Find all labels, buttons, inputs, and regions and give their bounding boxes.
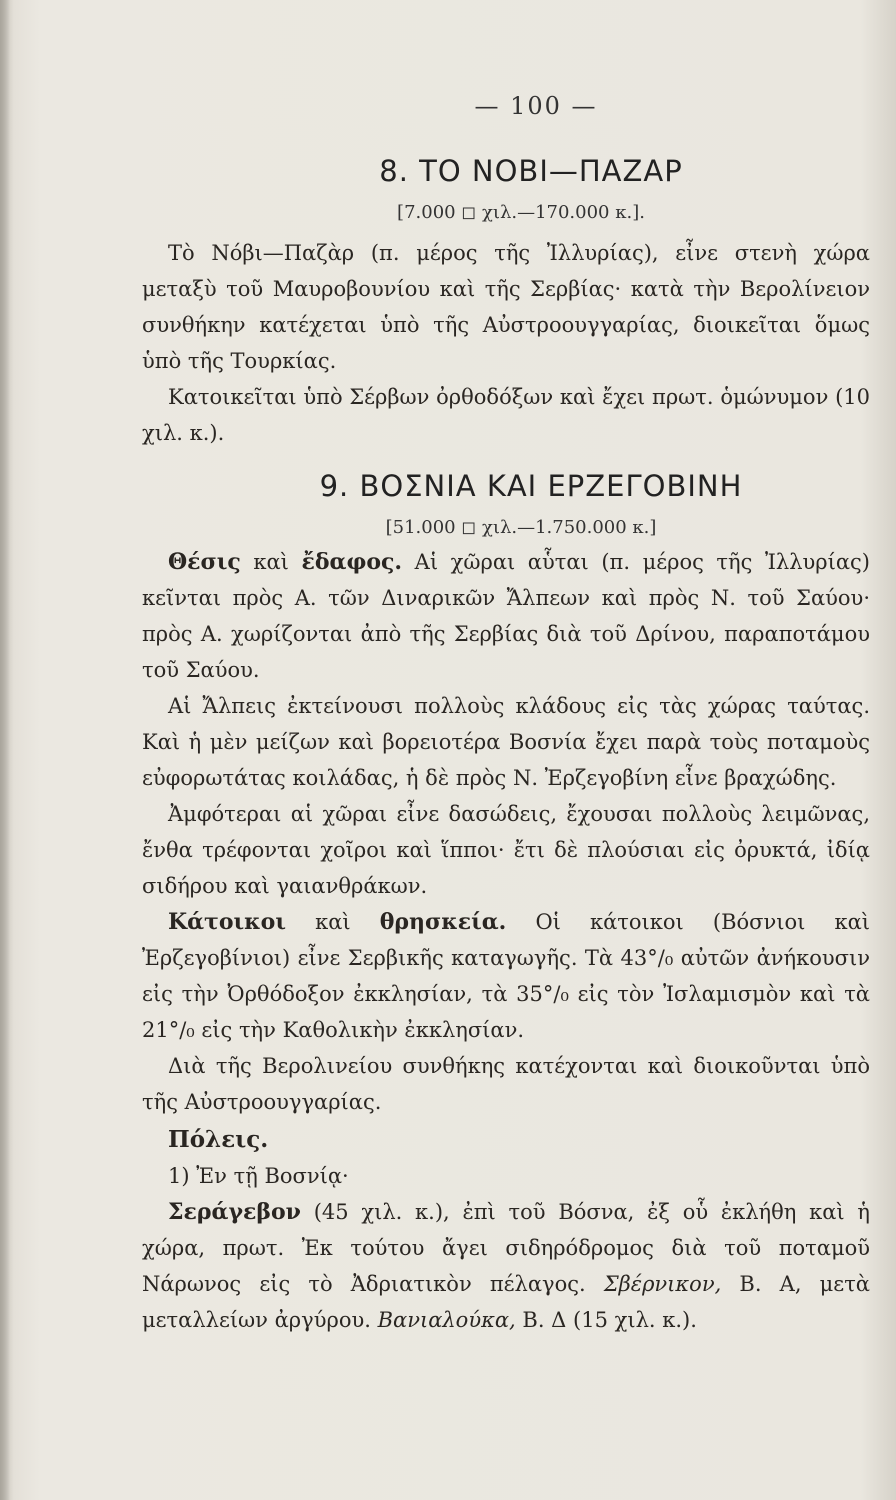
inhabitants-heading: Κάτοικοι (168, 909, 286, 935)
treaty-paragraph: Διὰ τῆς Βερολινείου συνθήκης κατέχονται καὶ διοικοῦνται ὑπὸ τῆς Αὐστροουγγαρίας. (142, 1054, 870, 1114)
page-gutter-shadow (0, 0, 10, 1500)
thesis-connector: καὶ (240, 550, 302, 574)
banjaluka-name: Βανιαλούκα, (377, 1308, 516, 1332)
terrain-heading: ἔδαφος. (301, 549, 403, 575)
forests-paragraph: Ἀμφότεραι αἱ χῶραι εἶνε δασώδεις, ἔχουσαι πολλοὺς λειμῶνας, ἔνθα τρέφονται χοῖροι καὶ ἵπποι· ἔτι δὲ πλούσιαι εἰς ὀρυκτά, ἰδίᾳ σιδήρου καὶ γαιανθράκων. (142, 802, 870, 898)
section-9-title: 9. ΒΟΣΝΙΑ ΚΑΙ ΕΡΖΕΓΟΒΙΝΗ (319, 469, 743, 503)
bosnia-subheading: 1) Ἐν τῇ Βοσνίᾳ· (168, 1164, 349, 1188)
alps-paragraph: Αἱ Ἄλπεις ἐκτείνουσι πολλοὺς κλάδους εἰς τὰς χώρας ταύτας. Καὶ ἡ μὲν μείζων καὶ βορειοτέρα Βοσνία ἔχει παρὰ τοὺς ποταμοὺς εὐφορωτάτας κοιλάδας, ἡ δὲ πρὸς Ν. Ἐρζεγοβίνη εἶνε βραχώδης. (142, 694, 870, 790)
page-content (142, 92, 870, 1338)
thesis-heading: Θέσις (168, 549, 241, 575)
section-8-paragraph-1: Τὸ Νόβι—Παζὰρ (π. μέρος τῆς Ἰλλυρίας), εἶνε στενὴ χώρα μεταξὺ τοῦ Μαυροβουνίου καὶ τῆς Σερβίας· κατὰ τὴν Βερολίνειον συνθήκην κατέχεται ὑπὸ τῆς Αὐστροουγγαρίας, διοικεῖται ὅμως ὑπὸ τῆς Τουρκίας. (142, 241, 870, 373)
banjaluka-text: Β. Δ (15 χιλ. κ.). (515, 1308, 697, 1332)
zvornik-text: Β. Α, μετὰ μεταλλείων ἀργύρου. (142, 1272, 870, 1332)
sarajevo-name: Σεράγεβον (168, 1199, 301, 1225)
position-text: Αἱ χῶραι αὗται (π. μέρος τῆς Ἰλλυρίας) κεῖνται πρὸς Α. τῶν Διναρικῶν Ἄλπεων καὶ πρὸς Ν. τοῦ Σαύου· πρὸς Α. χωρίζονται ἀπὸ τῆς Σερβίας διὰ τοῦ Δρίνου, παραποτάμου τοῦ Σαύου. (142, 550, 870, 682)
population-paragraph (142, 904, 870, 1048)
religion-heading: θρησκεία. (379, 909, 507, 935)
section-9-position-paragraph (142, 544, 870, 688)
inhabitants-connector: καὶ (285, 910, 380, 934)
page-number: — 100 — (474, 92, 598, 120)
section-8-title: 8. ΤΟ ΝΟΒΙ—ΠΑΖΑΡ (379, 154, 683, 188)
cities-heading: Πόλεις. (168, 1126, 269, 1153)
section-8-paragraph-2: Κατοικεῖται ὑπὸ Σέρβων ὀρθοδόξων καὶ ἔχει πρωτ. ὁμώνυμον (10 χιλ. κ.). (142, 385, 870, 445)
population-text: Οἱ κάτοικοι (Βόσνιοι καὶ Ἐρζεγοβίνιοι) εἶνε Σερβικῆς καταγωγῆς. Τὰ 43°/₀ αὐτῶν ἀνήκουσιν εἰς τὴν Ὀρθόδοξον ἐκκλησίαν, τὰ 35°/₀ εἰς τὸν Ἰσλαμισμὸν καὶ τὰ 21°/₀ εἰς τὴν Καθολικὴν ἐκκλησίαν. (142, 910, 870, 1042)
section-8-area-population: [7.000 ◻ χιλ.—170.000 κ.]. (397, 202, 645, 223)
section-9-area-population: [51.000 ◻ χιλ.—1.750.000 κ.] (385, 517, 657, 538)
zvornik-name: Σβέρνικον, (603, 1272, 722, 1296)
sarajevo-text: (45 χιλ. κ.), ἐπὶ τοῦ Βόσνα, ἐξ οὗ ἐκλήθη καὶ ἡ χώρα, πρωτ. Ἐκ τούτου ἄγει σιδηρόδρομος διὰ τοῦ ποταμοῦ Νάρωνος εἰς τὸ Ἀδριατικὸν πέλαγος. (142, 1200, 870, 1296)
cities-paragraph (142, 1194, 870, 1338)
